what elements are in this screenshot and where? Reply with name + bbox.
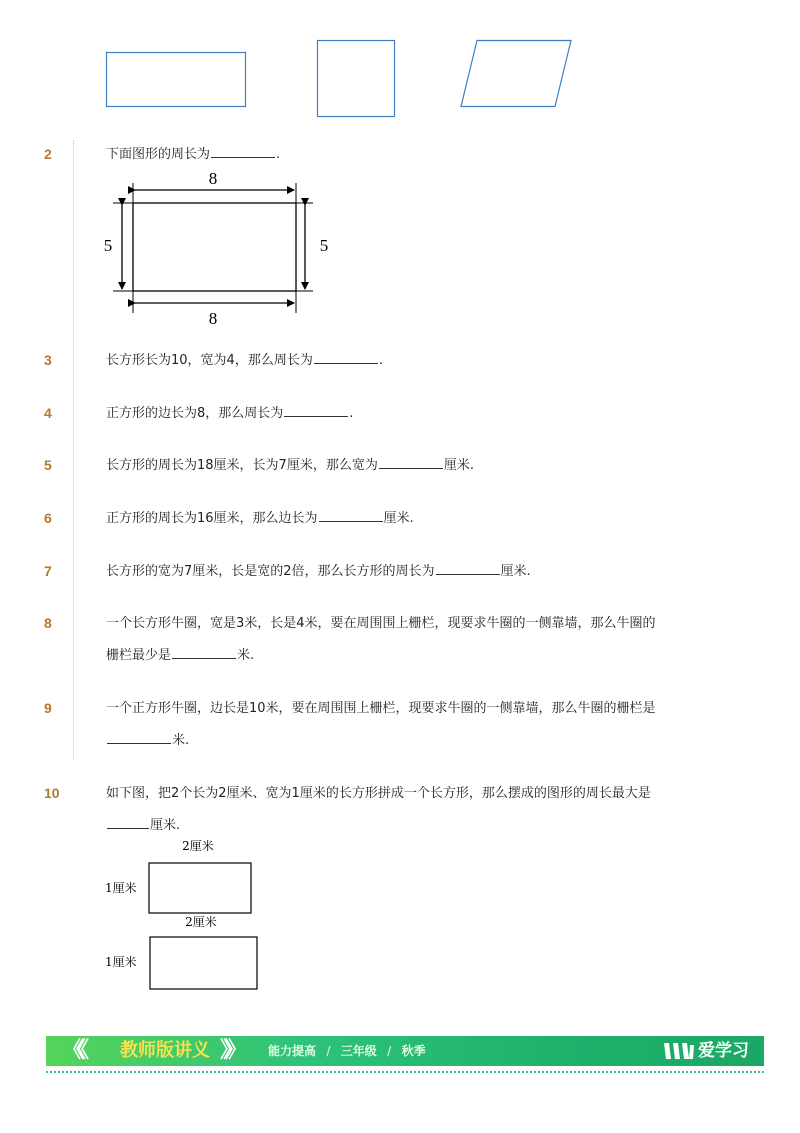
question-number: 2 (44, 146, 52, 162)
question-number: 6 (44, 510, 52, 526)
answer-blank[interactable] (314, 349, 378, 364)
question-divider-line (73, 140, 74, 760)
question-text-part: 厘米. (150, 818, 181, 833)
question-number: 10 (44, 785, 60, 801)
rect1-top-label: 2厘米 (182, 839, 214, 853)
question-number: 8 (44, 615, 52, 631)
question-text-part: . (349, 406, 354, 421)
answer-blank[interactable] (107, 729, 171, 744)
footer-brand: 爱学习 (698, 1041, 749, 1061)
question-text (106, 778, 726, 842)
chevrons-left-icon: 《《 (62, 1038, 84, 1063)
question-text (106, 345, 726, 377)
answer-blank[interactable] (379, 454, 443, 469)
rectangle-shape (107, 53, 246, 107)
question-text-part: 厘米. (383, 511, 414, 526)
question-text-part: . (276, 147, 281, 162)
footer-title: 教师版讲义 (120, 1040, 210, 1061)
dimension-label-left: 5 (103, 236, 113, 255)
footer-separator: / (386, 1044, 392, 1058)
rect1-left-label: 1厘米 (105, 881, 137, 895)
question-text-part: 正方形的周长为16厘米，那么边长为 (106, 511, 318, 526)
figure-rectangle (133, 203, 296, 291)
footer-breadcrumb (268, 1043, 426, 1059)
question-text-part: 米. (237, 648, 255, 663)
rect2-top-label: 2厘米 (185, 915, 217, 929)
square-shape (318, 41, 395, 117)
question-text-line: 一个长方形牛圈，宽是3米，长是4米，要在周围围上栅栏，现要求牛圈的一侧靠墙，那么牛圈的 (106, 616, 656, 631)
question-number: 7 (44, 563, 52, 579)
question-text-part: 栅栏最少是 (106, 648, 172, 663)
question-text-part: . (378, 353, 383, 368)
footer-dotted-line (46, 1071, 764, 1073)
dimension-label-top: 8 (208, 169, 218, 188)
brand-logo-icon (662, 1040, 696, 1062)
question-text (106, 450, 726, 482)
footer-grade: 三年级 (340, 1044, 377, 1058)
question-text-part: 长方形的宽为7厘米，长是宽的2倍，那么长方形的周长为 (106, 564, 435, 579)
chevrons-right-icon: 》》 (220, 1038, 242, 1063)
answer-blank[interactable] (211, 143, 275, 158)
answer-blank[interactable] (319, 507, 383, 522)
question-text (106, 556, 726, 588)
question-text (106, 398, 726, 430)
footer-separator: / (326, 1044, 331, 1058)
question-number: 5 (44, 457, 52, 473)
question-text-line: 如下图，把2个长为2厘米、宽为1厘米的长方形拼成一个长方形，那么摆成的图形的周长最大是 (106, 786, 651, 801)
dimension-label-right: 5 (319, 236, 329, 255)
dimension-label-bottom: 8 (208, 309, 218, 328)
question-number: 3 (44, 352, 52, 368)
parallelogram-shape (461, 41, 571, 107)
top-shapes (0, 0, 800, 120)
question-text-part: 米. (172, 733, 190, 748)
answer-blank[interactable] (107, 814, 149, 829)
answer-blank[interactable] (172, 644, 236, 659)
rect2-left-label: 1厘米 (105, 955, 137, 969)
question-text-line: 一个正方形牛圈，边长是10米，要在周围围上栅栏，现要求牛圈的一侧靠墙，那么牛圈的栅栏是 (106, 701, 656, 716)
question-number: 9 (44, 700, 52, 716)
rectangle-2 (150, 937, 257, 989)
footer-subject: 能力提高 (268, 1044, 317, 1058)
perimeter-figure (95, 165, 345, 330)
question-number: 4 (44, 405, 52, 421)
question-text (106, 608, 726, 672)
answer-blank[interactable] (436, 560, 500, 575)
question-text-part: 厘米. (500, 564, 531, 579)
question-text-part: 厘米. (443, 458, 474, 473)
footer-season: 秋季 (401, 1044, 426, 1058)
question-text-part: 长方形的周长为18厘米，长为7厘米，那么宽为 (106, 458, 378, 473)
question-text-part: 下面图形的周长为 (106, 147, 211, 162)
question-text-part: 正方形的边长为8，那么周长为 (106, 406, 284, 421)
question-text (106, 693, 726, 757)
question-text-part: 长方形长为10，宽为4，那么周长为 (106, 353, 313, 368)
question-text (106, 503, 726, 535)
footer-banner (46, 1036, 764, 1066)
answer-blank[interactable] (284, 402, 348, 417)
rectangle-1 (149, 863, 251, 913)
rectangles-figure (95, 835, 275, 995)
